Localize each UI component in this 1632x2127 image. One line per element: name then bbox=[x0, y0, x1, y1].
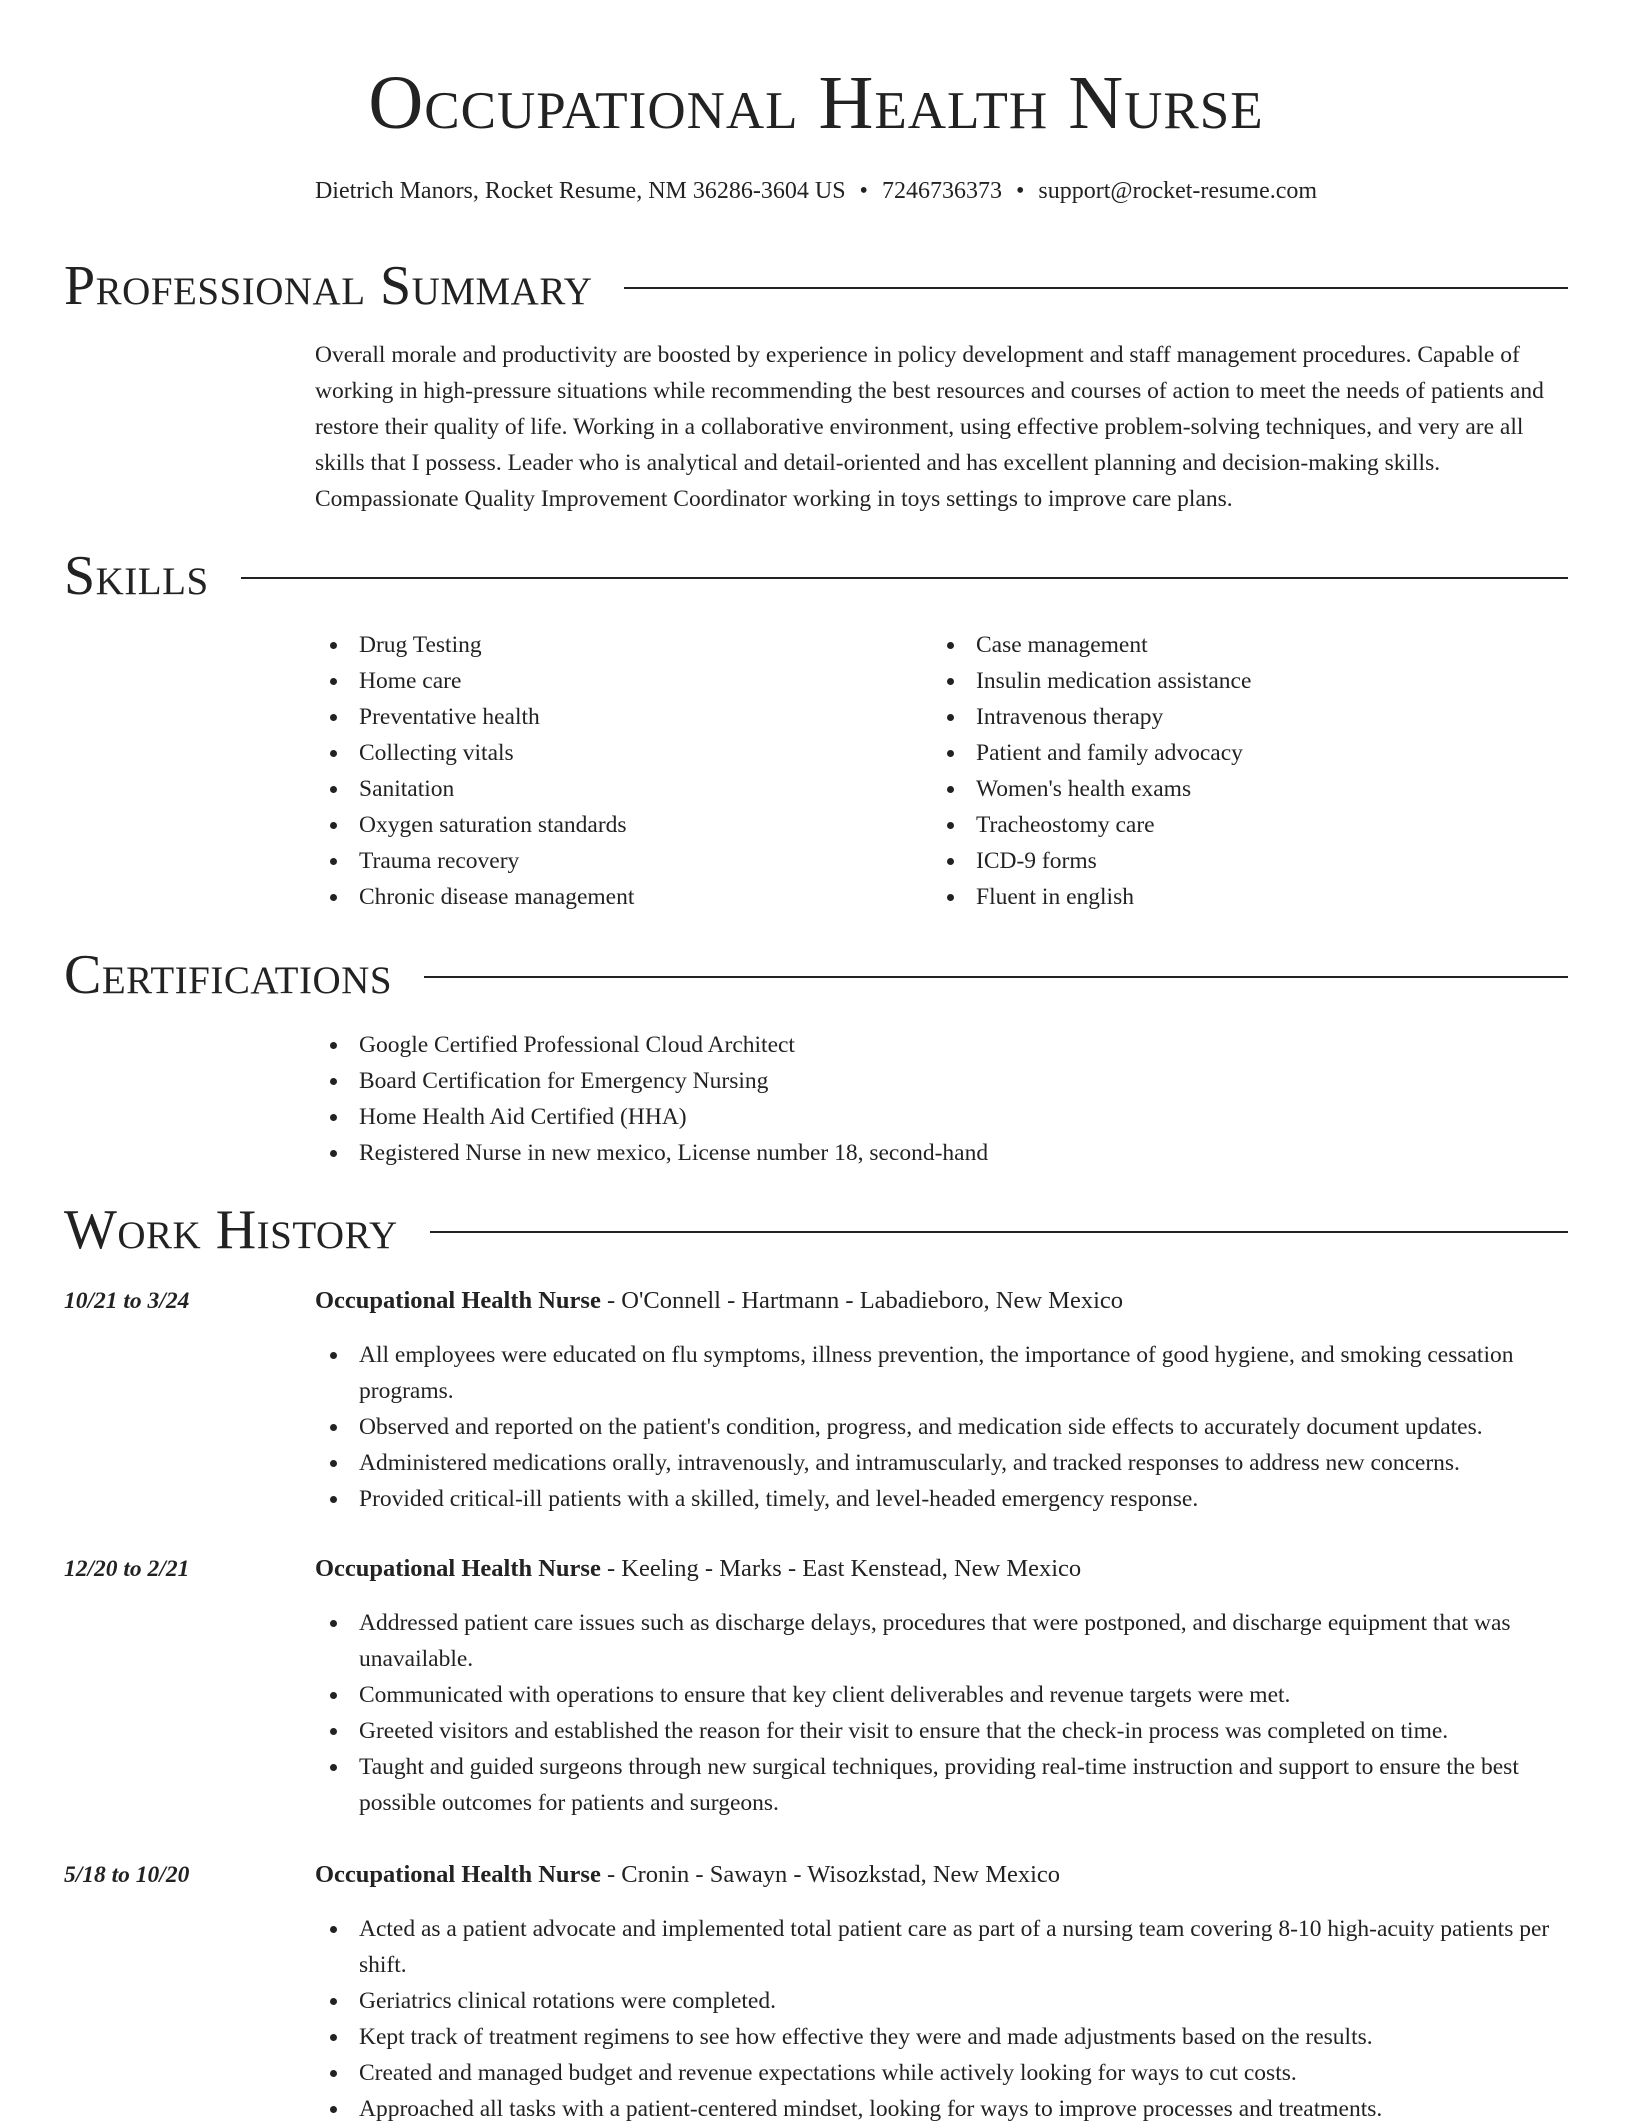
job-bullets bbox=[315, 1911, 1568, 2127]
document-title: Occupational Health Nurse bbox=[368, 61, 1264, 145]
job-heading bbox=[315, 1551, 1081, 1587]
skill-item: Home care bbox=[315, 663, 915, 699]
contact-phone: 7246736373 bbox=[881, 178, 1002, 204]
contact-address: Dietrich Manors, Rocket Resume, NM 36286-3604 US bbox=[314, 178, 846, 204]
job-heading bbox=[315, 1283, 1123, 1319]
section-divider bbox=[430, 1231, 1568, 1233]
skill-item: ICD-9 forms bbox=[932, 843, 1568, 879]
skill-item: Chronic disease management bbox=[315, 879, 915, 915]
job-bullet: Kept track of treatment regimens to see how effective they were and made adjustments based on the results. bbox=[315, 2019, 1568, 2055]
job-dates: 5/18 to 10/20 bbox=[64, 1862, 190, 1888]
certification-item: Home Health Aid Certified (HHA) bbox=[315, 1099, 1568, 1135]
certifications-list bbox=[315, 1027, 1568, 1171]
section-title-work-history: Work History bbox=[64, 1199, 398, 1261]
job-employer: - Cronin - Sawayn - Wisozkstad, New Mexico bbox=[600, 1861, 1061, 1888]
contact-email[interactable]: support@rocket-resume.com bbox=[1038, 178, 1318, 204]
skill-item: Collecting vitals bbox=[315, 735, 915, 771]
job-bullets bbox=[315, 1605, 1568, 1821]
job-bullet: Geriatrics clinical rotations were completed. bbox=[315, 1983, 1568, 2019]
job-bullets bbox=[315, 1337, 1568, 1517]
section-header-skills bbox=[64, 544, 1568, 608]
section-divider bbox=[241, 577, 1568, 579]
summary-text: Overall morale and productivity are boosted by experience in policy development and staff management procedures. Capable of working in high-pressure situations while recommending the best resources and courses of action to meet the needs of patients and restore their quality of life. Working in a collaborative environment, using effective problem-solving techniques, and very are all skills that I possess. Leader who is analytical and detail-oriented and has excellent planning and decision-making skills. Compassionate Quality Improvement Coordinator working in toys settings to improve care plans. bbox=[315, 342, 1544, 512]
job-heading bbox=[315, 1857, 1060, 1893]
skill-item: Case management bbox=[932, 627, 1568, 663]
skill-item: Intravenous therapy bbox=[932, 699, 1568, 735]
skill-item: Women's health exams bbox=[932, 771, 1568, 807]
job-bullet: Taught and guided surgeons through new surgical techniques, providing real-time instruction and support to ensure the best possible outcomes for patients and surgeons. bbox=[315, 1749, 1568, 1821]
job-employer: - O'Connell - Hartmann - Labadieboro, New Mexico bbox=[600, 1287, 1123, 1314]
job-bullet: Acted as a patient advocate and implemented total patient care as part of a nursing team covering 8-10 high-acuity patients per shift. bbox=[315, 1911, 1568, 1983]
skill-item: Drug Testing bbox=[315, 627, 915, 663]
contact-separator: • bbox=[859, 178, 868, 204]
job-bullet: Created and managed budget and revenue expectations while actively looking for ways to cut costs. bbox=[315, 2055, 1568, 2091]
skill-item: Tracheostomy care bbox=[932, 807, 1568, 843]
job-dates: 10/21 to 3/24 bbox=[64, 1288, 190, 1314]
job-bullet: Observed and reported on the patient's condition, progress, and medication side effects to accurately document updates. bbox=[315, 1409, 1568, 1445]
skill-item: Oxygen saturation standards bbox=[315, 807, 915, 843]
contact-line bbox=[0, 175, 1632, 207]
section-header-work-history bbox=[64, 1198, 1568, 1262]
job-bullet: Addressed patient care issues such as discharge delays, procedures that were postponed, and discharge equipment that was unavailable. bbox=[315, 1605, 1568, 1677]
section-divider bbox=[424, 976, 1568, 978]
skill-item: Patient and family advocacy bbox=[932, 735, 1568, 771]
job-role: Occupational Health Nurse bbox=[315, 1861, 601, 1888]
skills-list-left bbox=[315, 627, 915, 915]
job-bullet: Greeted visitors and established the reason for their visit to ensure that the check-in process was completed on time. bbox=[315, 1713, 1568, 1749]
job-employer: - Keeling - Marks - East Kenstead, New Mexico bbox=[600, 1555, 1082, 1582]
skill-item: Sanitation bbox=[315, 771, 915, 807]
certification-item: Board Certification for Emergency Nursing bbox=[315, 1063, 1568, 1099]
section-title-summary: Professional Summary bbox=[64, 255, 593, 317]
job-role: Occupational Health Nurse bbox=[315, 1555, 601, 1582]
section-divider bbox=[624, 287, 1568, 289]
section-header-summary bbox=[64, 254, 1568, 318]
skill-item: Trauma recovery bbox=[315, 843, 915, 879]
job-bullet: All employees were educated on flu symptoms, illness prevention, the importance of good hygiene, and smoking cessation programs. bbox=[315, 1337, 1568, 1409]
skills-list-right bbox=[932, 627, 1568, 915]
skill-item: Preventative health bbox=[315, 699, 915, 735]
job-bullet: Approached all tasks with a patient-centered mindset, looking for ways to improve processes and treatments. bbox=[315, 2091, 1568, 2127]
contact-separator: • bbox=[1015, 178, 1025, 204]
section-title-certifications: Certifications bbox=[64, 944, 393, 1006]
job-dates: 12/20 to 2/21 bbox=[64, 1556, 190, 1582]
job-bullet: Administered medications orally, intravenously, and intramuscularly, and tracked responses to address new concerns. bbox=[315, 1445, 1568, 1481]
skill-item: Fluent in english bbox=[932, 879, 1568, 915]
section-header-certifications bbox=[64, 943, 1568, 1007]
skill-item: Insulin medication assistance bbox=[932, 663, 1568, 699]
job-role: Occupational Health Nurse bbox=[315, 1287, 601, 1314]
certification-item: Registered Nurse in new mexico, License number 18, second-hand bbox=[315, 1135, 1568, 1171]
job-bullet: Communicated with operations to ensure that key client deliverables and revenue targets were met. bbox=[315, 1677, 1568, 1713]
job-bullet: Provided critical-ill patients with a skilled, timely, and level-headed emergency response. bbox=[315, 1481, 1568, 1517]
section-title-skills: Skills bbox=[64, 545, 209, 607]
certification-item: Google Certified Professional Cloud Architect bbox=[315, 1027, 1568, 1063]
